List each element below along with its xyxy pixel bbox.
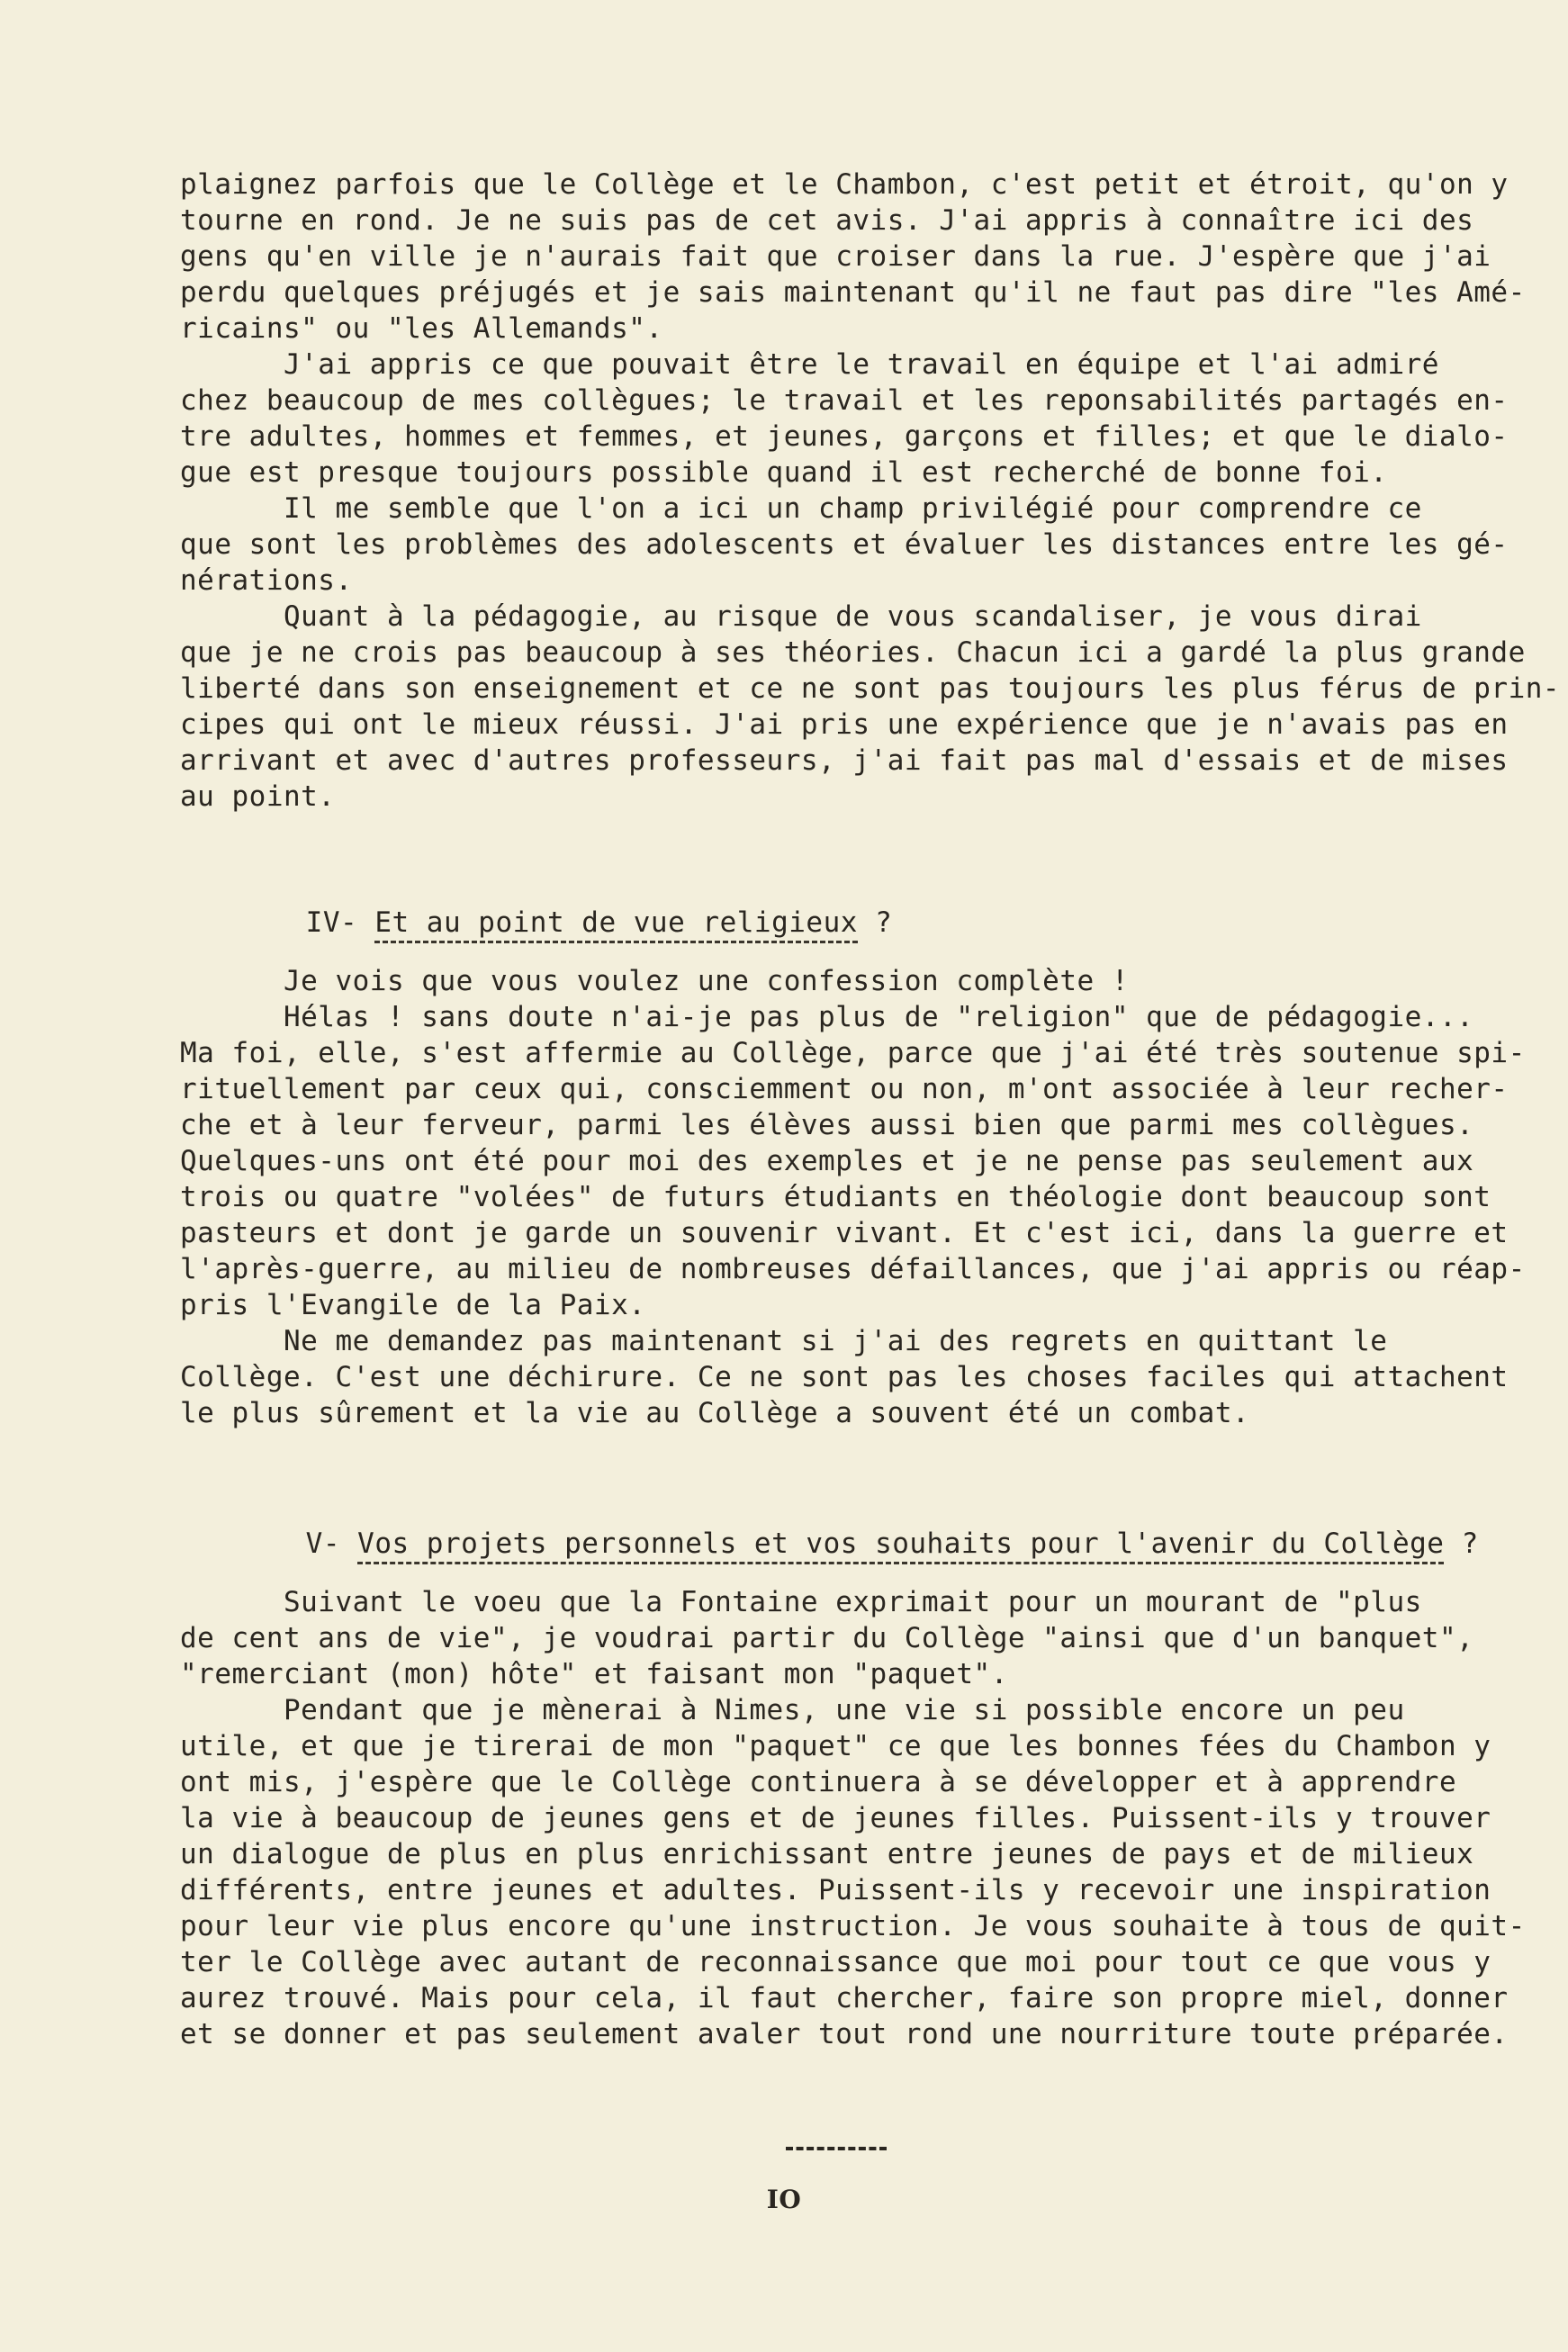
text-line: chez beaucoup de mes collègues; le travail et les reponsabilités partagés en- [180,384,1509,417]
question-mark: ? [857,906,893,939]
text-line: perdu quelques préjugés et je sais maintenant qu'il ne faut pas dire "les Amé- [180,276,1526,309]
text-line: Ma foi, elle, s'est affermie au Collège, parce que j'ai été très soutenue spi- [180,1037,1526,1069]
section-heading-4 [237,869,892,977]
text-line: au point. [180,780,336,813]
text-line: Ne me demandez pas maintenant si j'ai des regrets en quittant le [180,1325,1388,1357]
text-line: différents, entre jeunes et adultes. Puissent-ils y recevoir une inspiration [180,1874,1491,1906]
text-line: Quelques-uns ont été pour moi des exemples et je ne pense pas seulement aux [180,1145,1474,1177]
text-line: plaignez parfois que le Collège et le Chambon, c'est petit et étroit, qu'on y [180,168,1509,201]
text-line: Pendant que je mènerai à Nimes, une vie si possible encore un peu [180,1694,1405,1726]
text-line: gens qu'en ville je n'aurais fait que croiser dans la rue. J'espère que j'ai [180,240,1491,273]
text-line: Quant à la pédagogie, au risque de vous scandaliser, je vous dirai [180,600,1422,633]
text-line: un dialogue de plus en plus enrichissant entre jeunes de pays et de milieux [180,1838,1474,1870]
text-line: arrivant et avec d'autres professeurs, j'ai fait pas mal d'essais et de mises [180,744,1509,777]
text-line: que je ne crois pas beaucoup à ses théories. Chacun ici a gardé la plus grande [180,636,1526,669]
text-line: ter le Collège avec autant de reconnaissance que moi pour tout ce que vous y [180,1946,1491,1978]
separator-dashes [786,2147,887,2150]
text-line: aurez trouvé. Mais pour cela, il faut chercher, faire son propre miel, donner [180,1982,1509,2014]
text-line: pris l'Evangile de la Paix. [180,1289,646,1321]
text-line: pasteurs et dont je garde un souvenir vivant. Et c'est ici, dans la guerre et [180,1217,1509,1249]
text-line: l'après-guerre, au milieu de nombreuses défaillances, que j'ai appris ou réap- [180,1253,1526,1285]
text-line: rituellement par ceux qui, consciemment ou non, m'ont associée à leur recher- [180,1073,1509,1105]
text-line: la vie à beaucoup de jeunes gens et de jeunes filles. Puissent-ils y trouver [180,1802,1491,1834]
text-line: utile, et que je tirerai de mon "paquet" ce que les bonnes fées du Chambon y [180,1730,1491,1762]
text-line: cipes qui ont le mieux réussi. J'ai pris une expérience que je n'avais pas en [180,708,1509,741]
text-line: "remerciant (mon) hôte" et faisant mon "paquet". [180,1658,1008,1690]
text-line: ricains" ou "les Allemands". [180,312,663,345]
text-line: liberté dans son enseignement et ce ne sont pas toujours les plus férus de prin- [180,672,1561,705]
text-line: et se donner et pas seulement avaler tout rond une nourriture toute préparée. [180,2018,1509,2050]
section-title: Vos projets personnels et vos souhaits pour l'avenir du Collège [357,1527,1444,1564]
question-mark: ? [1444,1527,1479,1560]
section-heading-5 [237,1490,1479,1598]
text-line: que sont les problèmes des adolescents et évaluer les distances entre les gé- [180,528,1509,561]
text-line: Hélas ! sans doute n'ai-je pas plus de "religion" que de pédagogie... [180,1001,1474,1033]
page-number: IO [766,2185,802,2214]
text-line: ont mis, j'espère que le Collège continuera à se développer et à apprendre [180,1766,1457,1798]
text-line: Il me semble que l'on a ici un champ privilégié pour comprendre ce [180,492,1422,525]
text-line: trois ou quatre "volées" de futurs étudiants en théologie dont beaucoup sont [180,1181,1491,1213]
text-line: che et à leur ferveur, parmi les élèves aussi bien que parmi mes collègues. [180,1109,1474,1141]
section-title: Et au point de vue religieux [374,906,858,943]
text-line: tre adultes, hommes et femmes, et jeunes, garçons et filles; et que le dialo- [180,420,1509,453]
text-line: Collège. C'est une déchirure. Ce ne sont pas les choses faciles qui attachent [180,1361,1509,1393]
section-number: IV- [305,906,375,939]
text-line: nérations. [180,564,353,597]
text-line: tourne en rond. Je ne suis pas de cet avis. J'ai appris à connaître ici des [180,204,1474,237]
text-line: Je vois que vous voulez une confession complète ! [180,965,1129,997]
text-line: Suivant le voeu que la Fontaine exprimait pour un mourant de "plus [180,1586,1422,1618]
section-number: V- [305,1527,358,1560]
text-line: J'ai appris ce que pouvait être le travail en équipe et l'ai admiré [180,348,1439,381]
text-line: pour leur vie plus encore qu'une instruction. Je vous souhaite à tous de quit- [180,1910,1526,1942]
text-line: le plus sûrement et la vie au Collège a souvent été un combat. [180,1397,1250,1429]
text-line: gue est presque toujours possible quand il est recherché de bonne foi. [180,456,1388,489]
text-line: de cent ans de vie", je voudrai partir du Collège "ainsi que d'un banquet", [180,1622,1474,1654]
